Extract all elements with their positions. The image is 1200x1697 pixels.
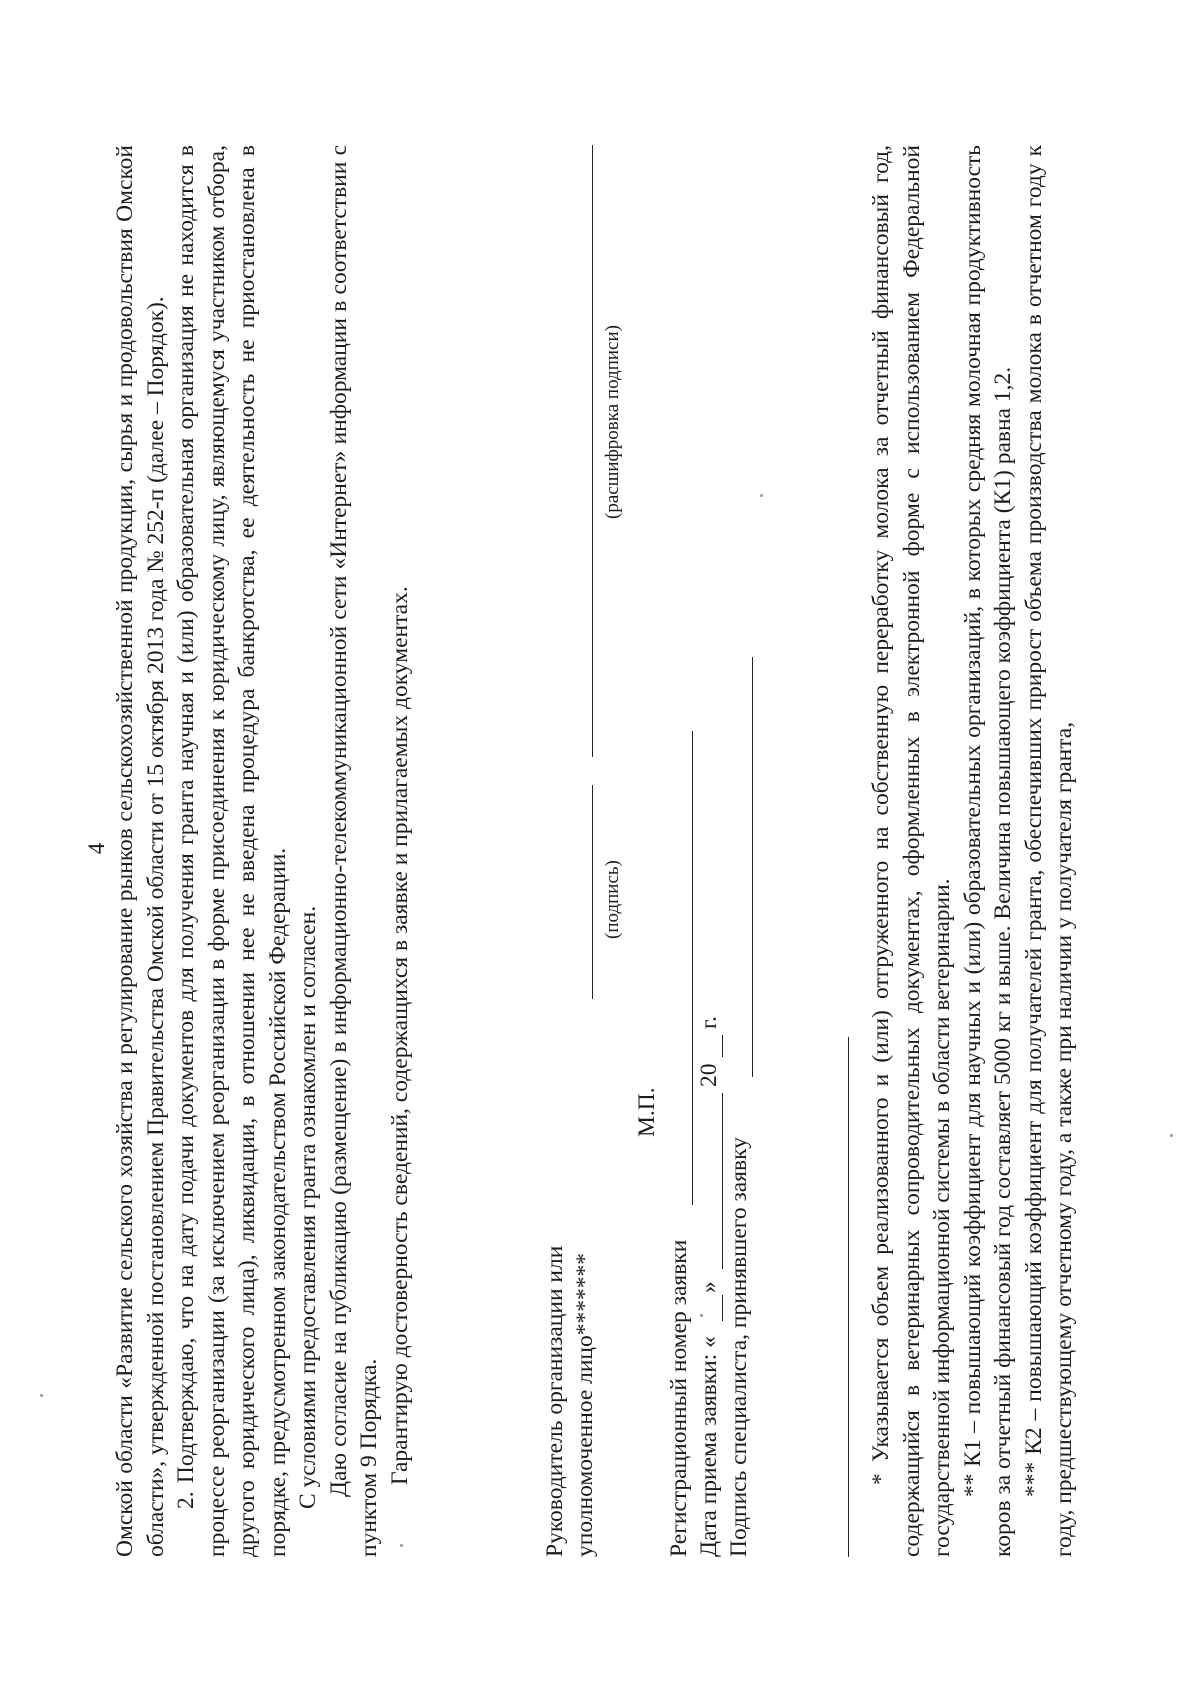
signature-line [592, 785, 593, 999]
date-suffix: г. [696, 1016, 722, 1029]
reg-number-line [692, 731, 693, 1205]
paragraph-publication-consent: Даю согласие на публикацию (размещение) в информационно-телекоммуникационной сети «Интернет» информации в соответствии с пунктом 9 Порядка. [325, 145, 382, 1557]
head-label-line1: Руководитель организации или [542, 1245, 568, 1557]
reg-number-label: Регистрационный номер заявки [666, 1239, 692, 1557]
decoding-line [592, 145, 593, 757]
footnotes [866, 145, 1080, 1557]
scan-speck [700, 1314, 703, 1317]
decoding-caption: (расшифровка подписи) [602, 325, 623, 519]
date-year-line [722, 1035, 723, 1057]
paragraph-conditions: С условиями предоставления гранта ознакомлен и согласен. [295, 905, 321, 1509]
paragraph-intro: Омской области «Развитие сельского хозяйства и регулирование рынков сельскохозяйственной продукции, сырья и продовольствия Омской области», утвержденной постановлением Правительства Омской области от 15 октября 2013 года № 252-п (далее – Порядок). [112, 145, 169, 1557]
specialist-label: Подпись специалиста, принявшего заявку [726, 1137, 752, 1557]
scan-speck [400, 1544, 403, 1547]
date-day-line [722, 1295, 723, 1321]
date-label: Дата приема заявки: « [696, 1336, 722, 1557]
signature-caption: (подпись) [602, 860, 623, 939]
footnote-separator [848, 1037, 849, 1557]
scan-speck [1170, 1134, 1173, 1137]
footnote-3: *** К2 – повышающий коэффициент для получателей гранта, обеспечивших прирост объема производства молока в отчетном году к году, предшествующему отчетному году, а также при наличии у получателя гранта, [1020, 145, 1077, 1557]
main-text [110, 145, 415, 1557]
paragraph-confirmation: 2. Подтверждаю, что на дату подачи документов для получения гранта научная и (или) образовательная организация не находится в процессе реорганизации (за исключением реорганизации в форме присоединения к юридическому лицу, являющемуся участником отбора, другого юридического лица), ликвидации, в отношении нее не введена процедура банкротства, ее деятельность не приостановлена в порядке, предусмотренном законодательством Российской Федерации. [173, 145, 291, 1557]
page-number: 4 [84, 842, 109, 855]
date-quote: » [696, 1281, 722, 1293]
stamp-label: М.П. [634, 1087, 660, 1137]
head-label-line2: уполномоченное лицо******* [572, 1252, 598, 1557]
date-year: 20 [696, 1063, 722, 1087]
scan-speck [40, 1394, 43, 1397]
specialist-line [752, 657, 753, 1077]
footnote-1: * Указывается объем реализованного и (или) отгруженного на собственную переработку молока за отчетный финансовый год, содержащийся в ветеринарных сопроводительных документах, оформленных в электронной форме с использованием Федеральной государственной информационной системы в области ветеринарии. [868, 145, 955, 1557]
date-month-line [722, 1093, 723, 1269]
scan-speck [760, 494, 763, 497]
paragraph-guarantee: Гарантирую достоверность сведений, содержащихся в заявке и прилагаемых документах. [386, 586, 413, 1485]
footnote-2: ** К1 – повышающий коэффициент для научных и (или) образовательных организаций, в которых средняя молочная продуктивность коров за отчетный финансовый год составляет 5000 кг и выше. Величина повышающего коэффициента (К1) равна 1,2. [959, 145, 1016, 1557]
